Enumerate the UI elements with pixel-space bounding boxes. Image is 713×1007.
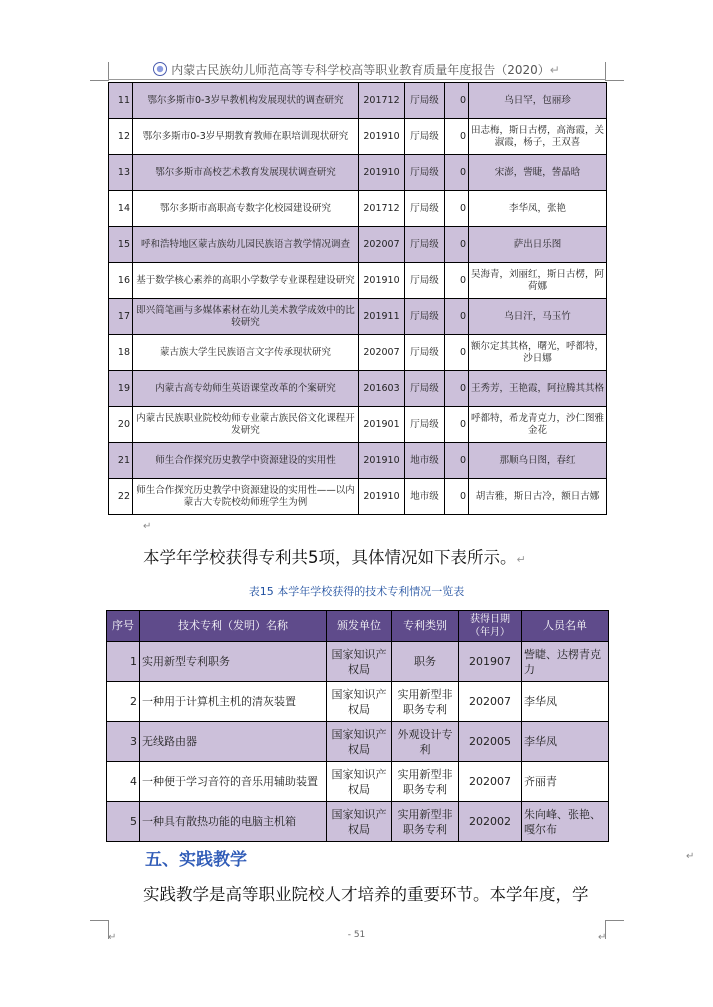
project-title: 鄂尔多斯市0-3岁早教机构发展现状的调查研究 — [133, 83, 359, 119]
project-number: 21 — [109, 443, 133, 479]
project-funds: 0 — [445, 83, 469, 119]
column-header: 获得日期（年月） — [459, 611, 522, 642]
project-funds: 0 — [445, 119, 469, 155]
patent-name: 实用新型专利职务 — [140, 642, 327, 682]
table-row — [109, 263, 607, 299]
project-date: 202007 — [359, 227, 405, 263]
table-row — [107, 722, 609, 762]
patent-date: 201907 — [459, 642, 522, 682]
column-header: 技术专利（发明）名称 — [140, 611, 327, 642]
project-level: 厅局级 — [405, 83, 445, 119]
project-number: 13 — [109, 155, 133, 191]
patent-number: 3 — [107, 722, 140, 762]
project-people: 田志梅，斯日古楞，高海霞，关淑霞，杨子，王双喜 — [469, 119, 607, 155]
project-date: 201910 — [359, 479, 405, 515]
patent-people: 朱向峰、张艳、嘎尔布 — [522, 802, 609, 842]
patent-issuer: 国家知识产权局 — [327, 802, 392, 842]
school-logo-icon — [153, 62, 167, 76]
project-level: 厅局级 — [405, 335, 445, 371]
patent-date: 202005 — [459, 722, 522, 762]
table-row — [107, 802, 609, 842]
column-header: 颁发单位 — [327, 611, 392, 642]
project-number: 11 — [109, 83, 133, 119]
paragraph-mark: ↵ — [598, 932, 607, 943]
patent-number: 5 — [107, 802, 140, 842]
paragraph-mark: ↵ — [108, 932, 117, 943]
patent-type: 实用新型非职务专利 — [392, 802, 459, 842]
patent-issuer: 国家知识产权局 — [327, 682, 392, 722]
project-date: 201910 — [359, 119, 405, 155]
project-number: 20 — [109, 407, 133, 443]
project-date: 201901 — [359, 407, 405, 443]
patent-intro-paragraph: 本学年学校获得专利共5项，具体情况如下表所示。↵ — [143, 548, 526, 567]
project-date: 202007 — [359, 335, 405, 371]
paragraph-mark: ↵ — [143, 521, 152, 532]
project-date: 201910 — [359, 263, 405, 299]
project-title: 内蒙古民族职业院校幼师专业蒙古族民俗文化课程开发研究 — [133, 407, 359, 443]
patent-people: 李华凤 — [522, 722, 609, 762]
table-row — [109, 371, 607, 407]
project-level: 厅局级 — [405, 407, 445, 443]
project-level: 厅局级 — [405, 371, 445, 407]
project-date: 201603 — [359, 371, 405, 407]
patent-people: 齐丽青 — [522, 762, 609, 802]
patent-date: 202007 — [459, 682, 522, 722]
table-row — [109, 83, 607, 119]
table-row — [109, 335, 607, 371]
patent-type: 职务 — [392, 642, 459, 682]
project-level: 厅局级 — [405, 119, 445, 155]
project-funds: 0 — [445, 371, 469, 407]
project-title: 师生合作探究历史教学中资源建设的实用性 — [133, 443, 359, 479]
patent-name: 一种便于学习音符的音乐用辅助装置 — [140, 762, 327, 802]
patents-table — [106, 610, 609, 842]
project-people: 那顺乌日图，春红 — [469, 443, 607, 479]
project-people: 萨出日乐图 — [469, 227, 607, 263]
project-title: 内蒙古高专幼师生英语课堂改革的个案研究 — [133, 371, 359, 407]
project-title: 鄂尔多斯市高职高专数字化校园建设研究 — [133, 191, 359, 227]
project-title: 蒙古族大学生民族语言文字传承现状研究 — [133, 335, 359, 371]
project-people: 王秀芳，王艳霞，阿拉腾其其格 — [469, 371, 607, 407]
research-projects-table — [108, 82, 607, 515]
project-people: 胡吉雅，斯日古冷，额日古娜 — [469, 479, 607, 515]
patent-name: 无线路由器 — [140, 722, 327, 762]
project-people: 乌日罕，包丽珍 — [469, 83, 607, 119]
project-title: 鄂尔多斯市高校艺术教育发展现状调查研究 — [133, 155, 359, 191]
patent-name: 一种具有散热功能的电脑主机箱 — [140, 802, 327, 842]
project-people: 吴海青，刘丽红，斯日古楞，阿荷娜 — [469, 263, 607, 299]
patent-issuer: 国家知识产权局 — [327, 722, 392, 762]
running-header: 内蒙古民族幼儿师范高等专科学校高等职业教育质量年度报告（2020）↵ — [0, 61, 713, 78]
project-date: 201712 — [359, 191, 405, 227]
project-people: 额尔定其其格，曙光，呼都特，沙日娜 — [469, 335, 607, 371]
header-rule — [108, 79, 606, 80]
project-level: 地市级 — [405, 479, 445, 515]
project-level: 厅局级 — [405, 155, 445, 191]
project-level: 地市级 — [405, 443, 445, 479]
project-title: 师生合作探究历史教学中资源建设的实用性——以内蒙古大专院校幼师班学生为例 — [133, 479, 359, 515]
column-header: 专利类别 — [392, 611, 459, 642]
column-header: 人员名单 — [522, 611, 609, 642]
project-funds: 0 — [445, 479, 469, 515]
section-heading: 五、实践教学 — [145, 850, 247, 870]
table-row — [109, 299, 607, 335]
table-caption: 表15 本学年学校获得的技术专利情况一览表 — [248, 585, 465, 598]
patent-number: 1 — [107, 642, 140, 682]
table-row — [109, 119, 607, 155]
patent-type: 外观设计专利 — [392, 722, 459, 762]
project-people: 宋澎，訾睫，訾晶晗 — [469, 155, 607, 191]
project-title: 鄂尔多斯市0-3岁早期教育教师在职培训现状研究 — [133, 119, 359, 155]
patent-people: 李华凤 — [522, 682, 609, 722]
project-funds: 0 — [445, 263, 469, 299]
table-row — [107, 682, 609, 722]
paragraph-mark: ↵ — [686, 851, 695, 862]
project-funds: 0 — [445, 335, 469, 371]
project-number: 16 — [109, 263, 133, 299]
table-row — [109, 191, 607, 227]
patent-date: 202002 — [459, 802, 522, 842]
project-number: 12 — [109, 119, 133, 155]
project-funds: 0 — [445, 227, 469, 263]
patent-issuer: 国家知识产权局 — [327, 762, 392, 802]
patent-name: 一种用于计算机主机的清灰装置 — [140, 682, 327, 722]
project-level: 厅局级 — [405, 263, 445, 299]
project-funds: 0 — [445, 191, 469, 227]
project-level: 厅局级 — [405, 227, 445, 263]
project-date: 201910 — [359, 155, 405, 191]
project-people: 李华凤，张艳 — [469, 191, 607, 227]
table-row — [109, 155, 607, 191]
project-number: 18 — [109, 335, 133, 371]
project-people: 乌日汗，马玉竹 — [469, 299, 607, 335]
patent-number: 2 — [107, 682, 140, 722]
project-number: 17 — [109, 299, 133, 335]
table-row — [107, 642, 609, 682]
patent-date: 202007 — [459, 762, 522, 802]
project-title: 基于数学核心素养的高职小学数学专业课程建设研究 — [133, 263, 359, 299]
header-title: 内蒙古民族幼儿师范高等专科学校高等职业教育质量年度报告（2020） — [171, 63, 550, 77]
project-funds: 0 — [445, 407, 469, 443]
project-number: 15 — [109, 227, 133, 263]
patent-type: 实用新型非职务专利 — [392, 762, 459, 802]
project-number: 22 — [109, 479, 133, 515]
practice-paragraph: 实践教学是高等职业院校人才培养的重要环节。本学年度，学 — [143, 885, 589, 904]
page-number: - 51 — [347, 930, 366, 940]
patent-issuer: 国家知识产权局 — [327, 642, 392, 682]
project-number: 19 — [109, 371, 133, 407]
table-row — [109, 443, 607, 479]
table-row — [109, 227, 607, 263]
column-header: 序号 — [107, 611, 140, 642]
project-level: 厅局级 — [405, 191, 445, 227]
table-row — [109, 407, 607, 443]
project-title: 呼和浩特地区蒙古族幼儿园民族语言教学情况调查 — [133, 227, 359, 263]
project-number: 14 — [109, 191, 133, 227]
project-level: 厅局级 — [405, 299, 445, 335]
patent-people: 訾睫、达楞青克力 — [522, 642, 609, 682]
project-people: 呼都特，希龙青克力，沙仁图雅金花 — [469, 407, 607, 443]
project-date: 201712 — [359, 83, 405, 119]
patent-number: 4 — [107, 762, 140, 802]
table-row — [109, 479, 607, 515]
project-funds: 0 — [445, 443, 469, 479]
project-title: 即兴简笔画与多媒体素材在幼儿美术教学成效中的比较研究 — [133, 299, 359, 335]
project-date: 201910 — [359, 443, 405, 479]
project-funds: 0 — [445, 155, 469, 191]
table-row — [107, 762, 609, 802]
project-date: 201911 — [359, 299, 405, 335]
project-funds: 0 — [445, 299, 469, 335]
patent-type: 实用新型非职务专利 — [392, 682, 459, 722]
